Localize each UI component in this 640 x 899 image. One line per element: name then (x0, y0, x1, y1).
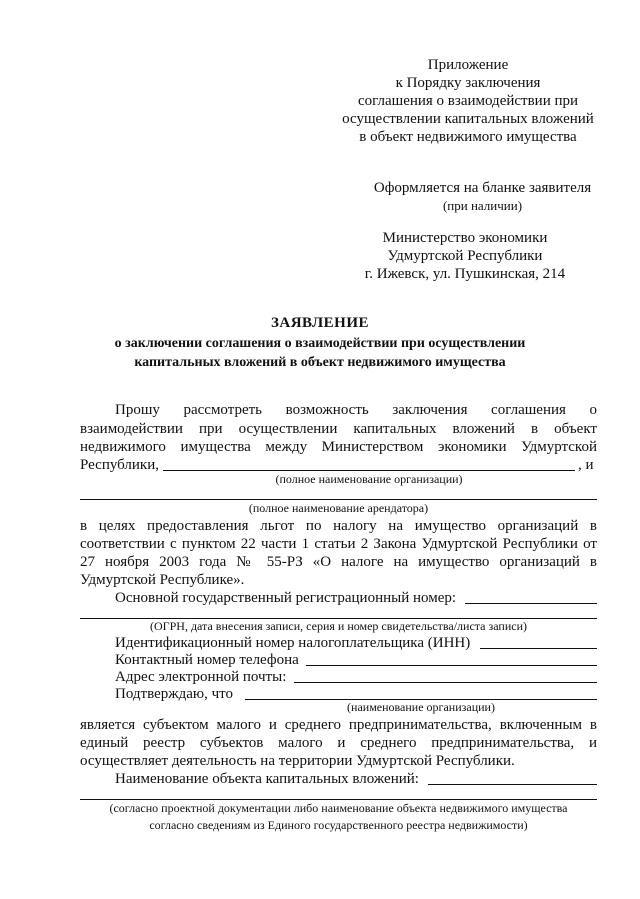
recipient-line: Удмуртской Республики (387, 248, 543, 264)
caption-confirm: (наименование организации) (347, 700, 495, 714)
email-label: Адрес электронной почты: (115, 669, 287, 685)
letterhead-hint: (при наличии) (442, 198, 523, 213)
object-label: Наименование объекта капитальных вложений: (115, 771, 419, 787)
caption-tenant: (полное наименование арендатора) (248, 501, 429, 515)
document-title: ЗАЯВЛЕНИЕ (270, 315, 370, 331)
phone-label: Контактный номер телефона (115, 652, 299, 668)
recipient-line: Министерство экономики (382, 230, 548, 246)
caption-object-line: (согласно проектной документации либо наименование объекта недвижимого имущества (109, 801, 568, 815)
paragraph-line: Республики, (80, 457, 159, 473)
caption-object (60, 801, 617, 833)
appendix-line: осуществлении капитальных вложений (342, 111, 594, 127)
paragraph-line: недвижимого имущества между Министерством экономики Удмуртской (80, 439, 597, 455)
object-name-field-extra[interactable] (80, 799, 597, 800)
document-subtitle (0, 334, 640, 372)
recipient-line: г. Ижевск, ул. Пушкинская, 214 (364, 266, 566, 282)
subtitle-line: капитальных вложений в объект недвижимого имущества (134, 355, 506, 370)
caption-object-line: согласно сведениям из Единого государственного реестра недвижимости) (149, 818, 528, 832)
subtitle-line: о заключении соглашения о взаимодействии при осуществлении (114, 336, 526, 351)
inn-label: Идентификационный номер налогоплательщика (ИНН) (115, 635, 471, 651)
paragraph-line: в целях предоставления льгот по налогу на имущество организаций в (80, 518, 597, 534)
appendix-block (330, 56, 606, 146)
ogrn-field[interactable] (465, 603, 597, 604)
tenant-name-field[interactable] (80, 499, 597, 500)
letterhead-note (355, 179, 610, 214)
ogrn-label: Основной государственный регистрационный номер: (115, 590, 457, 606)
appendix-line: к Порядку заключения (395, 75, 541, 91)
recipient-block (340, 229, 590, 283)
org-name-field[interactable] (163, 470, 575, 471)
appendix-line: Приложение (427, 57, 509, 73)
appendix-line: соглашения о взаимодействии при (357, 93, 579, 109)
paragraph-line: соответствии с пунктом 22 части 1 статьи 2 Закона Удмуртской Республики от (80, 536, 597, 552)
paragraph-line: взаимодействии при осуществлении капитальных вложений в объект (80, 421, 597, 437)
inn-field[interactable] (480, 648, 597, 649)
paragraph-line: единый реестр субъектов малого и среднего предпринимательства, и (80, 735, 597, 751)
caption-ogrn: (ОГРН, дата внесения записи, серия и номер свидетельства/листа записи) (150, 619, 527, 633)
appendix-line: в объект недвижимого имущества (359, 129, 577, 145)
paragraph-line-end: , и (578, 457, 594, 473)
email-field[interactable] (294, 682, 597, 683)
paragraph-line: осуществляет деятельность на территории Удмуртской Республики. (80, 753, 515, 769)
confirm-label: Подтверждаю, что (115, 686, 234, 702)
object-name-field[interactable] (428, 784, 597, 785)
paragraph-line: Удмуртской Республике». (80, 572, 245, 588)
caption-org: (полное наименование организации) (275, 472, 463, 486)
paragraph-line: является субъектом малого и среднего предпринимательства, включенным в (80, 717, 597, 733)
phone-field[interactable] (306, 665, 597, 666)
paragraph-line: Прошу рассмотреть возможность заключения соглашения о (115, 402, 597, 418)
paragraph-line: 27 ноября 2003 года № 55-РЗ «О налоге на имущество организаций в (80, 554, 597, 570)
letterhead-line: Оформляется на бланке заявителя (373, 180, 592, 196)
